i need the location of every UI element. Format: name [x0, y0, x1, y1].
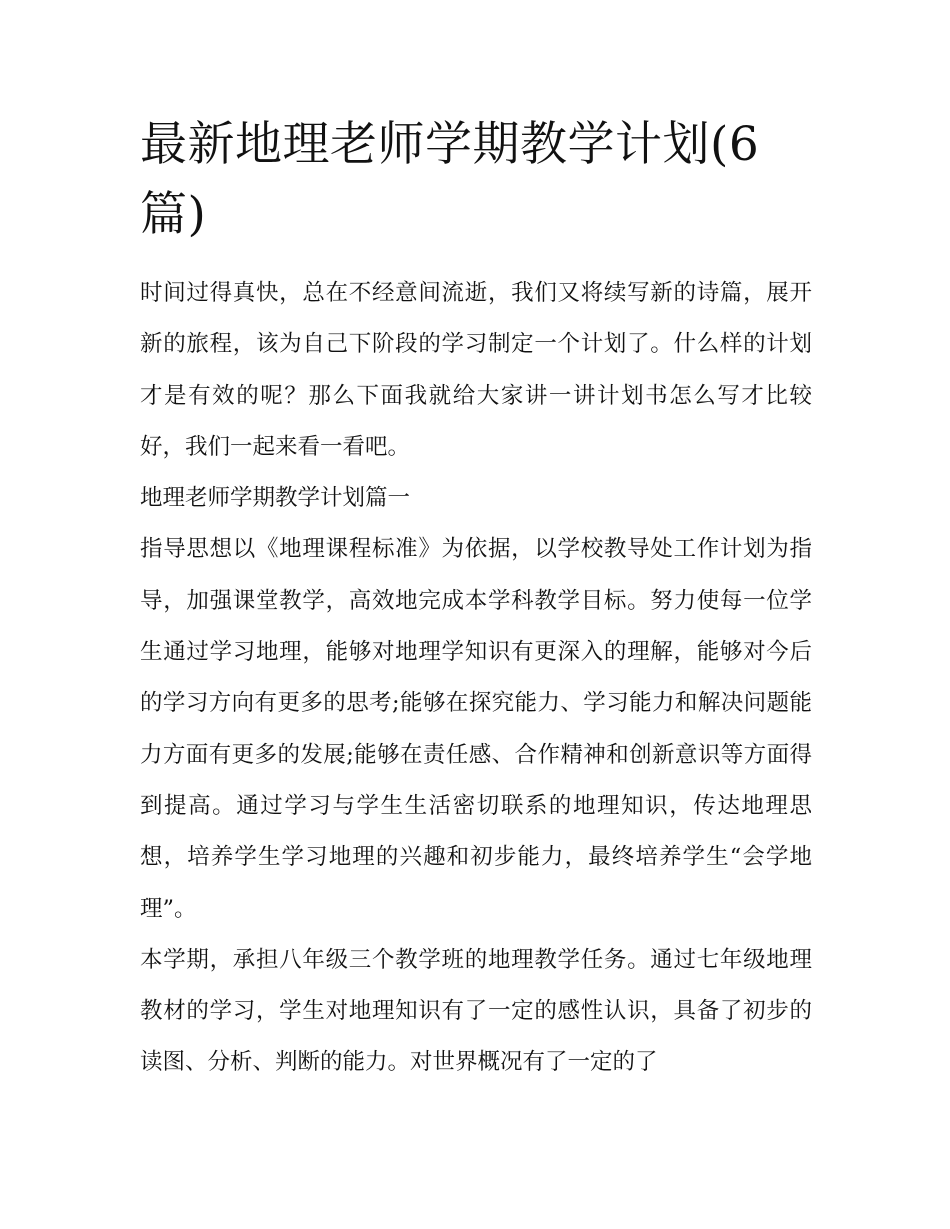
semester-paragraph: 本学期，承担八年级三个教学班的地理教学任务。通过七年级地理教材的学习，学生对地理知识有了一定的感性认识，具备了初步的读图、分析、判断的能力。对世界概况有了一定的了 — [140, 946, 812, 1076]
guiding-ideology-paragraph: 指导思想以《地理课程标准》为依据，以学校教导处工作计划为指导，加强课堂教学，高效地完成本学科教学目标。努力使每一位学生通过学习地理，能够对地理学知识有更深入的理解，能够对今后的学习方向有更多的思考;能够在探究能力、学习能力和解决问题能力方面有更多的发展;能够在责任感、合作精神和创新意识等方面得到提高。通过学习与学生生活密切联系的地理知识，传达地理思想，培养学生学习地理的兴趣和初步能力，最终培养学生“会学地理”。 — [140, 536, 812, 922]
document-page — [140, 110, 812, 1089]
section-heading: 地理老师学期教学计划篇一 — [140, 485, 411, 512]
document-title: 最新地理老师学期教学计划(6篇) — [140, 117, 760, 242]
intro-paragraph: 时间过得真快，总在不经意间流逝，我们又将续写新的诗篇，展开新的旅程，该为自己下阶段的学习制定一个计划了。什么样的计划才是有效的呢？那么下面我就给大家讲一讲计划书怎么写才比较好，我们一起来看一看吧。 — [140, 280, 812, 460]
